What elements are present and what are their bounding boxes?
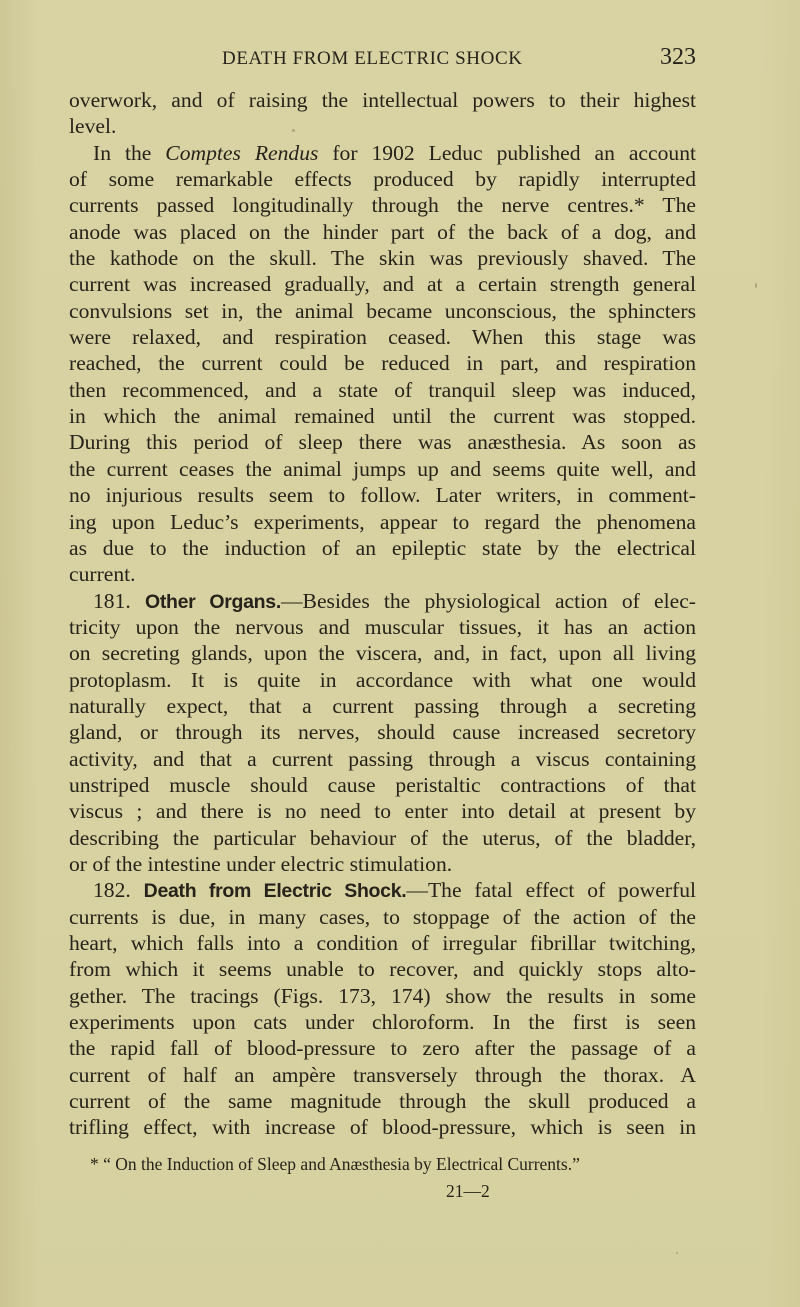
text-line: the rapid fall of blood-pressure to zero after the passage of a	[69, 1036, 696, 1061]
text-line: reached, the current could be reduced in part, and respiration	[69, 351, 696, 376]
text-line: then recommenced, and a state of tranquil sleep was induced,	[69, 377, 696, 402]
text-span: —Besides the physiological action of elec-	[280, 588, 696, 613]
text-span: for 1902 Leduc published an account	[318, 140, 696, 165]
section-182-heading-line	[69, 877, 696, 903]
text-line: the kathode on the skull. The skin was previously shaved. The	[69, 246, 696, 271]
text-line: activity, and that a current passing through a viscus containing	[69, 746, 696, 771]
text-line: currents is due, in many cases, to stoppage of the action of the	[69, 904, 696, 929]
footnote-marker: *	[90, 1154, 99, 1174]
text-line: currents passed longitudinally through the nerve centres.* The	[69, 193, 696, 218]
text-line: During this period of sleep there was anæsthesia. As soon as	[69, 430, 696, 455]
text-line: viscus ; and there is no need to enter into detail at present by	[69, 799, 696, 824]
text-line: from which it seems unable to recover, and quickly stops alto-	[69, 957, 696, 982]
text-line: protoplasm. It is quite in accordance with what one would	[69, 667, 696, 692]
text-line: describing the particular behaviour of the uterus, of the bladder,	[69, 825, 696, 850]
text-line: experiments upon cats under chloroform. In the first is seen	[69, 1010, 696, 1035]
text-line: anode was placed on the hinder part of the back of a dog, and	[69, 219, 696, 244]
text-line: or of the intestine under electric stimulation.	[69, 851, 453, 876]
journal-title: Comptes Rendus	[165, 140, 319, 165]
footnote-text: “ On the Induction of Sleep and Anæsthesia by Electrical Currents.”	[103, 1154, 580, 1174]
page-number: 323	[660, 44, 696, 70]
paper-speck	[755, 283, 757, 288]
text-line: current was increased gradually, and at a certain strength general	[69, 272, 696, 297]
text-line: trifling effect, with increase of blood-pressure, which is seen in	[69, 1115, 696, 1140]
text-line: overwork, and of raising the intellectual powers to their highest	[69, 88, 696, 112]
signature-mark: 21—2	[446, 1181, 490, 1201]
text-line: gether. The tracings (Figs. 173, 174) show the results in some	[69, 983, 696, 1008]
footnote	[90, 1153, 700, 1175]
section-heading: Death from Electric Shock.	[143, 880, 407, 903]
text-line: gland, or through its nerves, should cause increased secretory	[69, 720, 696, 745]
text-line: on secreting glands, upon the viscera, and, in fact, upon all living	[69, 641, 696, 666]
text-line: in which the animal remained until the current was stopped.	[69, 404, 696, 429]
text-line: level.	[69, 114, 117, 139]
text-span: In the	[93, 140, 166, 165]
text-line: tricity upon the nervous and muscular tissues, it has an action	[69, 614, 696, 639]
text-line: no injurious results seem to follow. Later writers, in comment-	[69, 483, 696, 508]
text-line: naturally expect, that a current passing through a secreting	[69, 693, 696, 718]
section-number: 182.	[93, 878, 131, 903]
text-line: current of the same magnitude through the skull produced a	[69, 1089, 696, 1114]
text-line: heart, which falls into a condition of irregular fibrillar twitching,	[69, 931, 696, 955]
running-head	[0, 44, 800, 74]
section-heading: Other Organs.	[144, 590, 281, 613]
paragraph-comptes-rendus-start	[69, 140, 696, 166]
section-number: 181.	[93, 588, 131, 613]
text-line: as due to the induction of an epileptic state by the electrical	[69, 535, 696, 560]
text-line: unstriped muscle should cause peristaltic contractions of that	[69, 772, 696, 797]
text-span: —The fatal effect of powerful	[406, 878, 696, 903]
paper-speck	[676, 1252, 678, 1254]
text-line: of some remarkable effects produced by rapidly interrupted	[69, 167, 696, 192]
section-181-heading-line	[69, 588, 696, 614]
text-line: current of half an ampère transversely through the thorax. A	[69, 1062, 696, 1087]
text-line: current.	[69, 562, 136, 587]
running-title: DEATH FROM ELECTRIC SHOCK	[222, 48, 523, 69]
text-line: convulsions set in, the animal became unconscious, the sphincters	[69, 298, 696, 323]
text-line: the current ceases the animal jumps up and seems quite well, and	[69, 456, 696, 481]
text-line: ing upon Leduc’s experiments, appear to regard the phenomena	[69, 509, 696, 534]
text-line: were relaxed, and respiration ceased. When this stage was	[69, 325, 696, 350]
paper-speck	[292, 129, 295, 132]
body-text	[69, 87, 696, 1141]
